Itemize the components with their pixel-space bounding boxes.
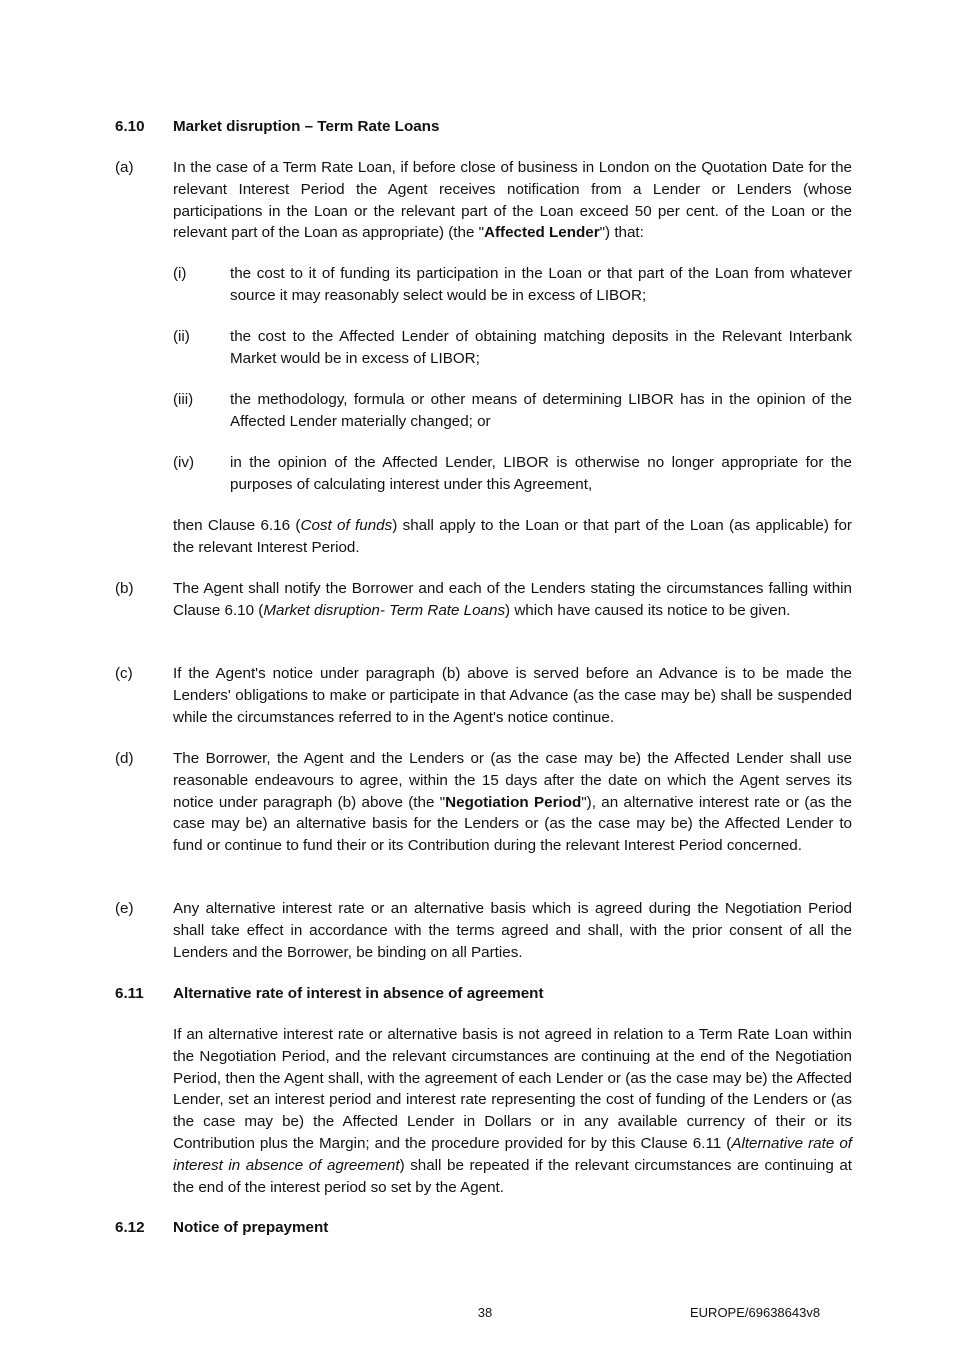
- section-title: Alternative rate of interest in absence of agreement: [173, 985, 544, 1002]
- text-run: The Agent shall notify the Borrower and each of the Lenders stating the circumstances falling within Clause 6.10 (: [173, 580, 852, 619]
- clause-reference: Alternative rate of interest in absence of agreement: [173, 1134, 853, 1174]
- paragraph-text: Any alternative interest rate or an alternative basis which is agreed during the Negotiation Period shall take effect in accordance with the terms agreed and shall, with the prior consent of all the Lenders and the Borrower, be binding on all Parties.: [173, 900, 852, 961]
- document-reference: EUROPE/69638643v8: [690, 1305, 821, 1320]
- defined-term: Affected Lender: [484, 224, 600, 242]
- sub-item-text: the methodology, formula or other means of determining LIBOR has in the opinion of the Affected Lender materially changed; or: [230, 391, 852, 430]
- text-run: If an alternative interest rate or alternative basis is not agreed in relation to a Term Rate Loan within the Negotiation Period, and the relevant circumstances are continuing at the end of the Negotiation Period, then the Agent shall, with the agreement of each Lender or (as the case may be) the Affected Lender, set an interest period and interest rate representing the cost of funding of the Lenders or (as the case may be) the Affected Lender in Dollars or in any available currency of their or its Contribution plus the Margin; and the procedure provided for by this Clause 6.11 (: [173, 1026, 852, 1152]
- paragraph-label: (d): [115, 750, 134, 767]
- paragraph-label: (e): [115, 900, 134, 917]
- section-6-11-text: [173, 1024, 852, 1198]
- paragraph-text: [173, 578, 852, 622]
- section-number: 6.11: [115, 985, 144, 1002]
- clause-reference: Cost of funds: [300, 517, 393, 534]
- sub-item-text: in the opinion of the Affected Lender, LIBOR is otherwise no longer appropriate for the purposes of calculating interest under this Agreement,: [230, 454, 852, 493]
- paragraph-label: (a): [115, 159, 134, 176]
- defined-term: Negotiation Period: [445, 793, 582, 811]
- text-run: ) shall be repeated if the relevant circumstances are continuing at the end of the interest period so set by the Agent.: [173, 1156, 852, 1196]
- sub-item-label: (iii): [173, 391, 194, 408]
- text-run: ") that:: [599, 224, 644, 242]
- paragraph-text: [173, 748, 852, 857]
- sub-item-text: the cost to it of funding its participation in the Loan or that part of the Loan from whatever source it may reasonably select would be in excess of LIBOR;: [230, 265, 852, 304]
- text-run: "), an alternative interest rate or (as the case may be) an alternative basis for the Lenders or (as the case may be) the Affected Lender to fund or continue to fund their or its Contribution during the relevant Interest Period concerned.: [173, 793, 852, 855]
- section-number: 6.12: [115, 1219, 145, 1236]
- clause-reference: Market disruption- Term Rate Loans: [263, 601, 506, 619]
- sub-item-label: (ii): [173, 328, 190, 345]
- text-run: then Clause 6.16 (: [173, 517, 301, 534]
- paragraph-label: (c): [115, 665, 133, 682]
- section-title: Market disruption – Term Rate Loans: [173, 118, 440, 135]
- text-run: In the case of a Term Rate Loan, if before close of business in London on the Quotation Date for the relevant Interest Period the Agent receives notification from a Lender or Lenders (whose participations in the Loan or the relevant part of the Loan exceed 50 per cent. of the Loan or the relevant part of the Loan as appropriate) (the ": [173, 159, 852, 242]
- paragraph-label: (b): [115, 580, 134, 597]
- sub-item-label: (i): [173, 265, 187, 282]
- text-run: The Borrower, the Agent and the Lenders or (as the case may be) the Affected Lender shall use reasonable endeavours to agree, within the 15 days after the date on which the Agent serves its notice under paragraph (b) above (the ": [173, 750, 852, 811]
- sub-item-text: the cost to the Affected Lender of obtaining matching deposits in the Relevant Interbank Market would be in excess of LIBOR;: [230, 328, 852, 367]
- paragraph-a-conclusion: [173, 515, 852, 559]
- paragraph-text: [173, 157, 852, 244]
- sub-item-label: (iv): [173, 454, 195, 471]
- page-number: 38: [477, 1305, 493, 1320]
- section-title: Notice of prepayment: [173, 1219, 329, 1236]
- paragraph-text: If the Agent's notice under paragraph (b) above is served before an Advance is to be made the Lenders' obligations to make or participate in that Advance (as the case may be) shall be suspended while the circumstances referred to in the Agent's notice continue.: [173, 665, 852, 726]
- text-run: ) which have caused its notice to be given.: [505, 601, 791, 619]
- text-run: ) shall apply to the Loan or that part of the Loan (as applicable) for the relevant Interest Period.: [173, 517, 852, 556]
- section-number: 6.10: [115, 118, 145, 135]
